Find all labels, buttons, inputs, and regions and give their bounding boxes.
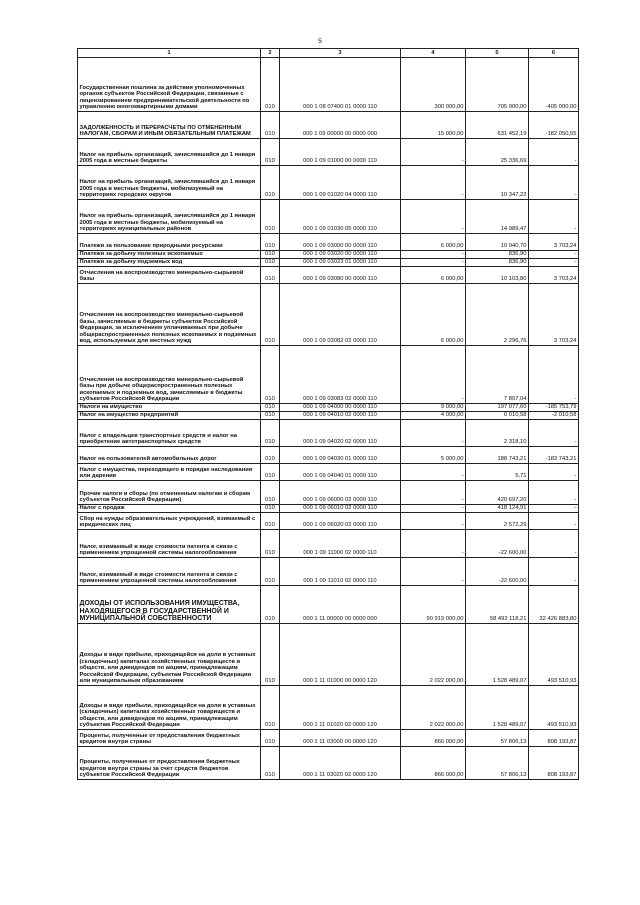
row-difference-amount: 32 426 883,80 xyxy=(529,586,579,624)
row-budget-code: 000 1 09 01030 05 0000 110 xyxy=(280,200,401,234)
row-line-code: 010 xyxy=(261,558,280,586)
row-name: Платежи за добычу полезных ископаемых xyxy=(78,251,261,259)
column-header: 2 xyxy=(261,49,280,58)
row-difference-amount: - xyxy=(529,139,579,166)
row-difference-amount: 808 193,87 xyxy=(529,730,579,747)
row-budget-code: 000 1 09 06010 02 0000 110 xyxy=(280,505,401,513)
row-actual-amount: -22 600,00 xyxy=(466,530,529,558)
row-difference-amount: 3 703,24 xyxy=(529,284,579,346)
table-row xyxy=(78,267,579,284)
row-name: Налог с владельцев транспортных средств и налог на приобретение автотранспортных средств xyxy=(78,420,261,447)
row-planned-amount: - xyxy=(401,139,466,166)
row-budget-code: 000 1 09 03080 00 0000 110 xyxy=(280,267,401,284)
table-row xyxy=(78,284,579,346)
row-line-code: 010 xyxy=(261,234,280,251)
table-row xyxy=(78,200,579,234)
row-actual-amount: 5,71 xyxy=(466,464,529,481)
row-planned-amount: - xyxy=(401,558,466,586)
column-header: 5 xyxy=(466,49,529,58)
row-planned-amount: 2 022 000,00 xyxy=(401,624,466,686)
row-name: Прочие налоги и сборы (по отмененным налогам и сборам субъектов Российской Федерации) xyxy=(78,481,261,505)
row-name: ДОХОДЫ ОТ ИСПОЛЬЗОВАНИЯ ИМУЩЕСТВА, НАХОДЯЩЕГОСЯ В ГОСУДАРСТВЕННОЙ И МУНИЦИПАЛЬНОЙ СОБСТВЕННОСТИ xyxy=(78,586,261,624)
table-row xyxy=(78,747,579,780)
row-name: Налог на прибыль организаций, зачислявшийся до 1 января 2005 года в местные бюджеты xyxy=(78,139,261,166)
row-line-code: 010 xyxy=(261,166,280,200)
row-actual-amount: 836,90 xyxy=(466,251,529,259)
row-difference-amount: -185 753,79 xyxy=(529,404,579,412)
table-row xyxy=(78,513,579,530)
table-row xyxy=(78,166,579,200)
row-planned-amount: - xyxy=(401,251,466,259)
row-name: Отчисления на воспроизводство минерально-сырьевой базы, зачисляемые в бюджеты субъектов Российской Федерации, за исключением уплачиваемых при добыче общераспространенных полезных ископаемых и подземных вод, используемых для местных нужд xyxy=(78,284,261,346)
table-row xyxy=(78,234,579,251)
table-row xyxy=(78,139,579,166)
row-actual-amount: 6 010,58 xyxy=(466,412,529,420)
row-actual-amount: 57 806,13 xyxy=(466,730,529,747)
table-row xyxy=(78,686,579,730)
row-name: Проценты, полученные от предоставления бюджетных кредитов внутри страны за счет средств бюджетов субъектов Российской Федерации xyxy=(78,747,261,780)
row-name: Налог на имущество предприятий xyxy=(78,412,261,420)
row-budget-code: 000 1 09 03023 01 0000 110 xyxy=(280,259,401,267)
row-difference-amount: - xyxy=(529,481,579,505)
row-line-code: 010 xyxy=(261,481,280,505)
row-budget-code: 000 1 09 00000 00 0000 000 xyxy=(280,112,401,139)
page-number: 5 xyxy=(318,38,322,45)
row-planned-amount: 2 022 000,00 xyxy=(401,686,466,730)
row-budget-code: 000 1 11 03020 02 0000 120 xyxy=(280,747,401,780)
row-budget-code: 000 1 09 04000 00 0000 110 xyxy=(280,404,401,412)
table-header-row xyxy=(78,49,579,58)
table-row xyxy=(78,420,579,447)
row-difference-amount: - xyxy=(529,200,579,234)
row-name: Налог, взимаемый в виде стоимости патента в связи с применением упрощенной системы налогообложения xyxy=(78,530,261,558)
budget-revenue-table xyxy=(77,48,579,780)
row-budget-code: 000 1 09 01000 00 0000 110 xyxy=(280,139,401,166)
column-header: 6 xyxy=(529,49,579,58)
row-difference-amount: 808 193,87 xyxy=(529,747,579,780)
row-difference-amount: - xyxy=(529,505,579,513)
table-row xyxy=(78,464,579,481)
row-line-code: 010 xyxy=(261,530,280,558)
table-row xyxy=(78,251,579,259)
row-actual-amount: 631 452,19 xyxy=(466,112,529,139)
row-actual-amount: 7 807,04 xyxy=(466,346,529,404)
table-row xyxy=(78,586,579,624)
row-actual-amount: 2 572,29 xyxy=(466,513,529,530)
row-budget-code: 000 1 11 01020 02 0000 120 xyxy=(280,686,401,730)
row-difference-amount: - xyxy=(529,166,579,200)
row-line-code: 010 xyxy=(261,139,280,166)
row-planned-amount: - xyxy=(401,346,466,404)
row-planned-amount: 6 000,00 xyxy=(401,284,466,346)
row-actual-amount: -22 600,00 xyxy=(466,558,529,586)
row-budget-code: 000 1 09 01020 04 0000 110 xyxy=(280,166,401,200)
row-planned-amount: - xyxy=(401,513,466,530)
row-name: Платежи за пользование природными ресурсами xyxy=(78,234,261,251)
row-actual-amount: 57 806,13 xyxy=(466,747,529,780)
row-actual-amount: 25 336,69 xyxy=(466,139,529,166)
row-difference-amount: 3 703,24 xyxy=(529,234,579,251)
row-difference-amount: -405 000,00 xyxy=(529,58,579,112)
row-line-code: 010 xyxy=(261,284,280,346)
row-name: Налоги на имущество xyxy=(78,404,261,412)
row-line-code: 010 xyxy=(261,267,280,284)
row-name: Налог на пользователей автомобильных дорог xyxy=(78,447,261,464)
row-budget-code: 000 1 09 06020 02 0000 110 xyxy=(280,513,401,530)
row-name: Налог с продаж xyxy=(78,505,261,513)
row-planned-amount: 866 000,00 xyxy=(401,747,466,780)
row-budget-code: 000 1 09 04020 02 0000 110 xyxy=(280,420,401,447)
row-difference-amount: 3 703,24 xyxy=(529,267,579,284)
table-row xyxy=(78,346,579,404)
row-line-code: 010 xyxy=(261,420,280,447)
row-planned-amount: - xyxy=(401,200,466,234)
row-actual-amount: 2 318,10 xyxy=(466,420,529,447)
row-planned-amount: - xyxy=(401,166,466,200)
table-row xyxy=(78,730,579,747)
row-budget-code: 000 1 09 04040 01 0000 110 xyxy=(280,464,401,481)
row-difference-amount: - xyxy=(529,251,579,259)
row-name: Налог с имущества, переходящего в порядке наследования или дарения xyxy=(78,464,261,481)
row-line-code: 010 xyxy=(261,251,280,259)
row-line-code: 010 xyxy=(261,464,280,481)
row-planned-amount: 6 000,00 xyxy=(401,234,466,251)
row-budget-code: 000 1 11 03000 00 0000 120 xyxy=(280,730,401,747)
table-row xyxy=(78,447,579,464)
row-line-code: 010 xyxy=(261,505,280,513)
row-actual-amount: 418 124,91 xyxy=(466,505,529,513)
row-planned-amount: 4 000,00 xyxy=(401,412,466,420)
row-difference-amount: - xyxy=(529,558,579,586)
row-actual-amount: 10 347,22 xyxy=(466,166,529,200)
row-actual-amount: 58 492 118,21 xyxy=(466,586,529,624)
row-name: Отчисления на воспроизводство минерально-сырьевой базы xyxy=(78,267,261,284)
row-planned-amount: 300 000,00 xyxy=(401,58,466,112)
table-row xyxy=(78,58,579,112)
column-header: 1 xyxy=(78,49,261,58)
row-line-code: 010 xyxy=(261,586,280,624)
table-row xyxy=(78,481,579,505)
row-difference-amount: -2 010,58 xyxy=(529,412,579,420)
row-budget-code: 000 1 08 07400 01 0000 110 xyxy=(280,58,401,112)
row-actual-amount: 10 940,70 xyxy=(466,234,529,251)
row-planned-amount: - xyxy=(401,259,466,267)
row-actual-amount: 1 528 489,07 xyxy=(466,624,529,686)
row-planned-amount: - xyxy=(401,505,466,513)
row-planned-amount: 15 000,00 xyxy=(401,112,466,139)
table-row xyxy=(78,412,579,420)
row-line-code: 010 xyxy=(261,58,280,112)
row-line-code: 010 xyxy=(261,513,280,530)
table-row xyxy=(78,530,579,558)
table-row xyxy=(78,259,579,267)
row-budget-code: 000 1 09 03083 02 0000 110 xyxy=(280,346,401,404)
row-line-code: 010 xyxy=(261,200,280,234)
row-actual-amount: 197 077,60 xyxy=(466,404,529,412)
row-budget-code: 000 1 11 01000 00 0000 120 xyxy=(280,624,401,686)
row-planned-amount: - xyxy=(401,420,466,447)
row-difference-amount: - xyxy=(529,464,579,481)
table-row xyxy=(78,558,579,586)
row-name: Налог, взимаемый в виде стоимости патента в связи с применением упрощенной системы налогообложения xyxy=(78,558,261,586)
row-actual-amount: 10 103,80 xyxy=(466,267,529,284)
row-budget-code: 000 1 09 11010 02 0000 110 xyxy=(280,558,401,586)
table-row xyxy=(78,624,579,686)
row-planned-amount: - xyxy=(401,530,466,558)
row-planned-amount: 9 000,00 xyxy=(401,404,466,412)
row-difference-amount: - xyxy=(529,530,579,558)
row-actual-amount: 14 989,47 xyxy=(466,200,529,234)
row-difference-amount: - xyxy=(529,346,579,404)
row-budget-code: 000 1 09 04010 02 0000 110 xyxy=(280,412,401,420)
row-planned-amount: 5 000,00 xyxy=(401,447,466,464)
row-name: Доходы в виде прибыли, приходящейся на доли в уставных (складочных) капиталах хозяйственных товариществ и обществ, или дивидендов по акциям, принадлежащим субъектам Российской Федерации xyxy=(78,686,261,730)
row-difference-amount: - xyxy=(529,513,579,530)
row-name: Сбор на нужды образовательных учреждений, взимаемый с юридических лиц xyxy=(78,513,261,530)
row-line-code: 010 xyxy=(261,404,280,412)
row-budget-code: 000 1 11 00000 00 0000 000 xyxy=(280,586,401,624)
row-budget-code: 000 1 09 04030 01 0000 110 xyxy=(280,447,401,464)
row-line-code: 010 xyxy=(261,112,280,139)
row-difference-amount: -182 050,55 xyxy=(529,112,579,139)
column-header: 4 xyxy=(401,49,466,58)
row-planned-amount: - xyxy=(401,464,466,481)
row-name: ЗАДОЛЖЕННОСТЬ И ПЕРЕРАСЧЕТЫ ПО ОТМЕНЕННЫМ НАЛОГАМ, СБОРАМ И ИНЫМ ОБЯЗАТЕЛЬНЫМ ПЛАТЕЖАМ xyxy=(78,112,261,139)
row-line-code: 010 xyxy=(261,447,280,464)
row-difference-amount: - xyxy=(529,259,579,267)
table-row xyxy=(78,404,579,412)
table-row xyxy=(78,505,579,513)
row-planned-amount: 866 000,00 xyxy=(401,730,466,747)
row-budget-code: 000 1 09 06000 02 0000 110 xyxy=(280,481,401,505)
row-budget-code: 000 1 09 11000 02 0000 110 xyxy=(280,530,401,558)
row-budget-code: 000 1 09 03082 02 0000 110 xyxy=(280,284,401,346)
row-line-code: 010 xyxy=(261,346,280,404)
row-name: Государственная пошлина за действия уполномоченных органов субъектов Российской Федерации, связанные с лицензированием предпринимательской деятельности по управлению многоквартирными домами xyxy=(78,58,261,112)
row-line-code: 010 xyxy=(261,730,280,747)
row-difference-amount: -183 743,21 xyxy=(529,447,579,464)
row-planned-amount: 90 919 000,00 xyxy=(401,586,466,624)
row-actual-amount: 2 296,76 xyxy=(466,284,529,346)
row-actual-amount: 1 528 489,07 xyxy=(466,686,529,730)
row-line-code: 010 xyxy=(261,686,280,730)
row-line-code: 010 xyxy=(261,259,280,267)
row-actual-amount: 836,90 xyxy=(466,259,529,267)
row-line-code: 010 xyxy=(261,624,280,686)
row-planned-amount: - xyxy=(401,481,466,505)
column-header: 3 xyxy=(280,49,401,58)
row-name: Проценты, полученные от предоставления бюджетных кредитов внутри страны xyxy=(78,730,261,747)
row-difference-amount: - xyxy=(529,420,579,447)
row-line-code: 010 xyxy=(261,412,280,420)
row-name: Платежи за добычу подземных вод xyxy=(78,259,261,267)
row-actual-amount: 705 000,00 xyxy=(466,58,529,112)
row-name: Налог на прибыль организаций, зачислявшийся до 1 января 2005 года в местные бюджеты, мобилизуемый на территориях муниципальных районов xyxy=(78,200,261,234)
row-name: Доходы в виде прибыли, приходящейся на доли в уставных (складочных) капиталах хозяйственных товариществ и обществ, или дивидендов по акциям, принадлежащим Российской Федерации, субъектам Российской Федерации или муниципальным образованиям xyxy=(78,624,261,686)
row-budget-code: 000 1 09 03020 00 0000 110 xyxy=(280,251,401,259)
row-difference-amount: 493 510,93 xyxy=(529,686,579,730)
row-name: Отчисления на воспроизводство минерально-сырьевой базы при добыче общераспространенных полезных ископаемых и подземных вод, зачисляемые в бюджеты субъектов Российской Федерации xyxy=(78,346,261,404)
row-line-code: 010 xyxy=(261,747,280,780)
row-budget-code: 000 1 09 03000 00 0000 110 xyxy=(280,234,401,251)
row-actual-amount: 420 697,20 xyxy=(466,481,529,505)
table-row xyxy=(78,112,579,139)
row-planned-amount: 6 000,00 xyxy=(401,267,466,284)
row-difference-amount: 493 510,93 xyxy=(529,624,579,686)
row-name: Налог на прибыль организаций, зачислявшийся до 1 января 2005 года в местные бюджеты, мобилизуемый на территориях городских округов xyxy=(78,166,261,200)
row-actual-amount: 188 743,21 xyxy=(466,447,529,464)
